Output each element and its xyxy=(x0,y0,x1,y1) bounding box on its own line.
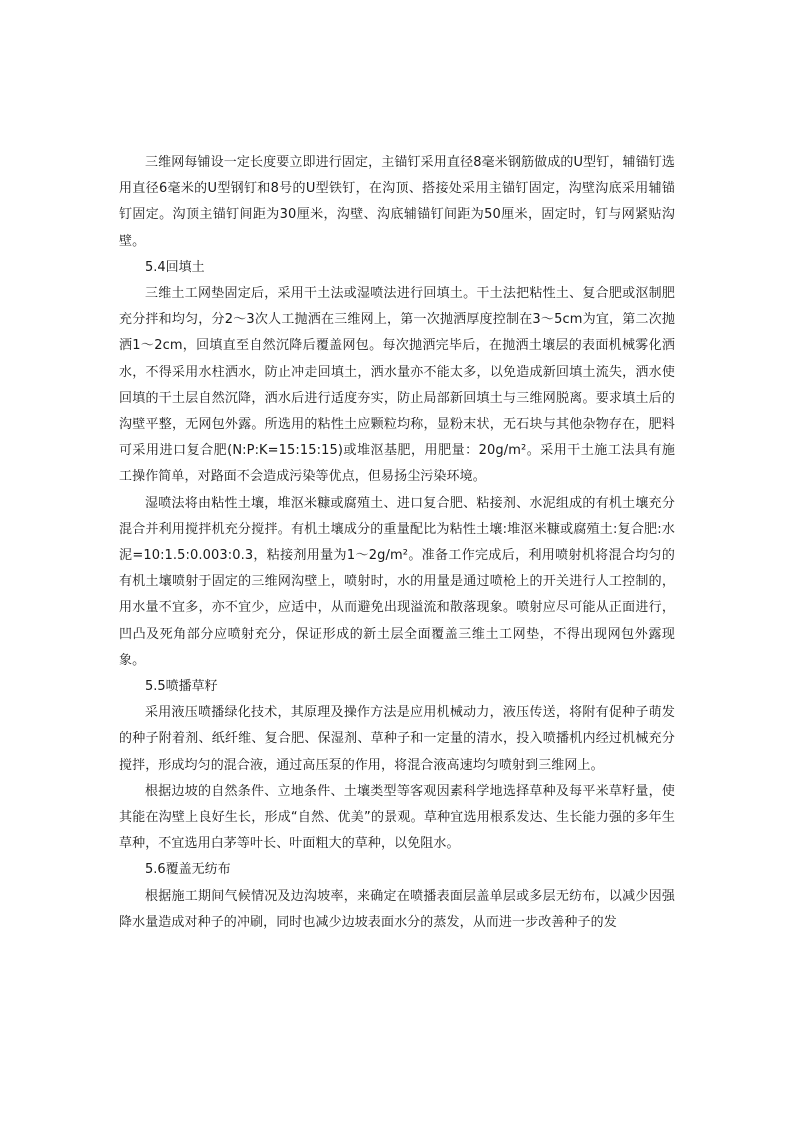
paragraph-hydroseeding: 采用液压喷播绿化技术，其原理及操作方法是应用机械动力，液压传送，将附有促种子萌发的种子附着剂、纸纤维、复合肥、保湿剂、草种子和一定量的清水，投入喷播机内经过机械充分搅拌，形成均匀的混合液，通过高压泵的作用，将混合液高速均匀喷射到三维网上。 xyxy=(119,705,675,773)
paragraph-grass-selection: 根据边坡的自然条件、立地条件、土壤类型等客观因素科学地选择草种及每平米草籽量，使其能在沟壁上良好生长，形成“自然、优美”的景观。草种宜选用根系发达、生长能力强的多年生草种，不宜选用白茅等叶长、叶面粗大的草种，以免阻水。 xyxy=(119,783,675,852)
paragraph-wet-spray-method: 湿喷法将由粘性土壤，堆沤米糠或腐殖土、进口复合肥、粘接剂、水泥组成的有机土壤充分混合并利用搅拌机充分搅拌。有机土壤成分的重量配比为粘性土壤:堆沤米糠或腐殖土:复合肥:水泥=10:1.5:0.003:0.3，粘接剂用量为1～2g/m²。准备工作完成后，利用喷射机将混合均匀的有机土壤喷射于固定的三维网沟壁上，喷射时，水的用量是通过喷枪上的开关进行人工控制的，用水量不宜多，亦不宜少，应适中，从而避免出现溢流和散落现象。喷射应尽可能从正面进行，凹凸及死角部分应喷射充分，保证形成的新土层全面覆盖三维土工网垫，不得出现网包外露现象。 xyxy=(119,495,675,668)
paragraph-anchor-fixing: 三维网每铺设一定长度要立即进行固定，主锚钉采用直径8毫米钢筋做成的U型钉，辅锚钉选用直径6毫米的U型钢钉和8号的U型铁钉，在沟顶、搭接处采用主锚钉固定，沟壁沟底采用辅锚钉固定。沟顶主锚钉间距为30厘米，沟壁、沟底辅锚钉间距为50厘米，固定时，钉与网紧贴沟壁。 xyxy=(119,155,675,249)
paragraph-dry-soil-method: 三维土工网垫固定后，采用干土法或湿喷法进行回填土。干土法把粘性土、复合肥或沤制肥充分拌和均匀，分2～3次人工抛洒在三维网上，第一次抛洒厚度控制在3～5cm为宜，第二次抛洒1～2cm，回填直至自然沉降后覆盖网包。每次抛洒完毕后，在抛洒土壤层的表面机械雾化洒水，不得采用水柱洒水，防止冲走回填土，洒水量亦不能太多，以免造成新回填土流失，洒水使回填的干土层自然沉降，洒水后进行适度夯实，防止局部新回填土与三维网脱离。要求填土后的沟壁平整，无网包外露。所选用的粘性土应颗粒均称，显粉末状，无石块与其他杂物存在，肥料可采用进口复合肥(N:P:K=15:15:15)或堆沤基肥，用肥量：20g/m²。采用干土施工法具有施工操作简单，对路面不会造成污染等优点，但易扬尘污染环境。 xyxy=(119,286,675,485)
section-heading-backfill: 5.4回填土 xyxy=(145,259,205,275)
document-body xyxy=(119,150,675,936)
paragraph-nonwoven-cover: 根据施工期间气候情况及边沟坡率，来确定在喷播表面层盖单层或多层无纺布，以减少因强降水量造成对种子的冲刷，同时也减少边坡表面水分的蒸发，从而进一步改善种子的发 xyxy=(119,888,675,930)
section-heading-seed-spraying: 5.5喷播草籽 xyxy=(145,679,218,695)
section-heading-nonwoven-cover: 5.6覆盖无纺布 xyxy=(145,862,231,878)
